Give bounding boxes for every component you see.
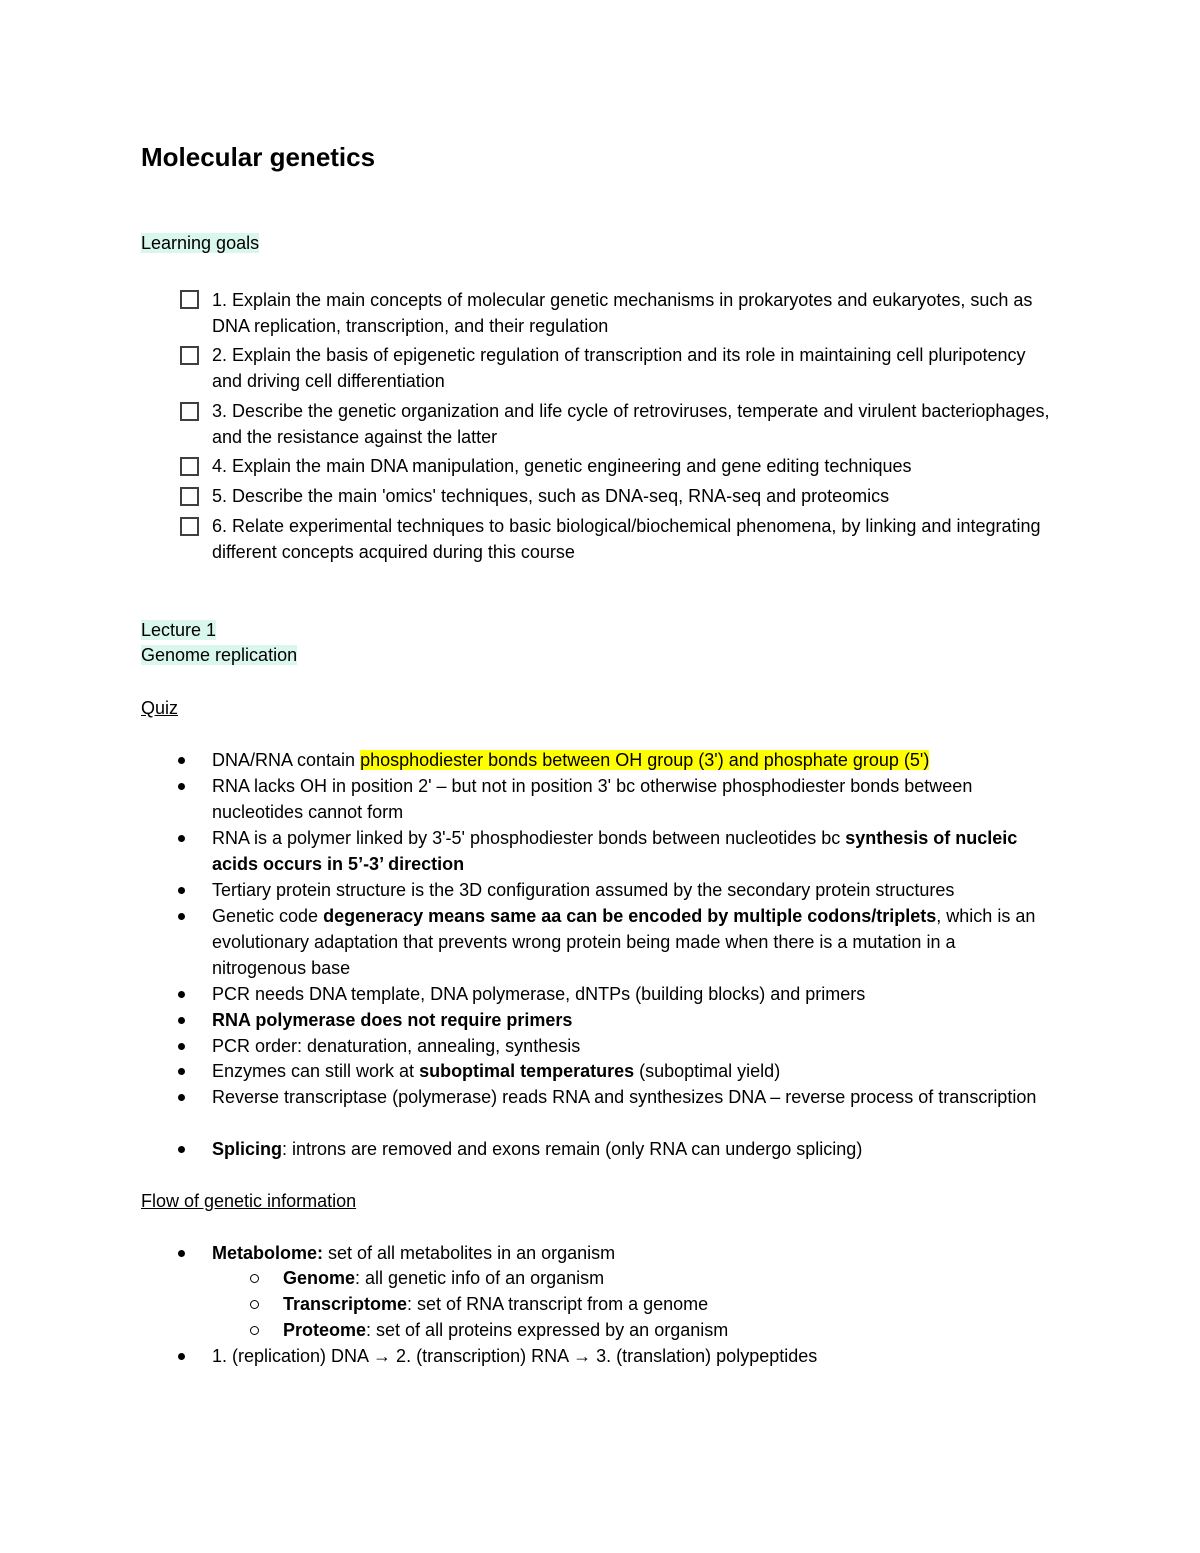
bullet-icon (178, 783, 185, 790)
quiz-item-2: RNA lacks OH in position 2' – but not in position 3' bc otherwise phosphodiester bonds between nucleotides cannot form (212, 776, 973, 822)
bullet-icon (178, 913, 185, 920)
lecture-topic-heading (141, 642, 297, 668)
quiz-item-9: Enzymes can still work at suboptimal temperatures (suboptimal yield) (212, 1061, 781, 1081)
quiz-item-8: PCR order: denaturation, annealing, synthesis (212, 1036, 581, 1056)
goal-3-text: 3. Describe the genetic organization and life cycle of retroviruses, temperate and virulent bacteriophages, and the resistance against the latter (212, 401, 1050, 447)
quiz-item-11: Splicing: introns are removed and exons remain (only RNA can undergo splicing) (212, 1139, 863, 1159)
quiz-item-3: RNA is a polymer linked by 3'-5' phosphodiester bonds between nucleotides bc synthesis of nucleic acids occurs in 5’-3’ direction (212, 828, 1018, 874)
lecture-label: Lecture 1 (141, 620, 217, 640)
goal-1-checkbox[interactable] (180, 290, 199, 309)
flow-item-central-dogma: 1. (replication) DNA → 2. (transcription) RNA → 3. (translation) polypeptides (212, 1346, 818, 1366)
bullet-icon (178, 1017, 185, 1024)
quiz-item-5: Genetic code degeneracy means same aa can be encoded by multiple codons/triplets, which is an evolutionary adaptation that prevents wrong protein being made when there is a mutation in a nitrogenous base (212, 906, 1036, 978)
sub-bullet-icon (250, 1274, 259, 1283)
bullet-icon (178, 835, 185, 842)
goal-4-checkbox[interactable] (180, 457, 199, 476)
goal-3-checkbox[interactable] (180, 402, 199, 421)
quiz-heading: Quiz (141, 698, 179, 718)
quiz-item-10: Reverse transcriptase (polymerase) reads RNA and synthesizes DNA – reverse process of transcription (212, 1087, 1037, 1107)
sub-bullet-icon (250, 1326, 259, 1335)
quiz-item-7: RNA polymerase does not require primers (212, 1010, 573, 1030)
flow-item-metabolome: Metabolome: set of all metabolites in an organism (212, 1243, 616, 1263)
quiz-item-1: DNA/RNA contain phosphodiester bonds between OH group (3') and phosphate group (5') (212, 750, 930, 770)
quiz-item-6: PCR needs DNA template, DNA polymerase, dNTPs (building blocks) and primers (212, 984, 866, 1004)
goal-5-text: 5. Describe the main 'omics' techniques, such as DNA-seq, RNA-seq and proteomics (212, 486, 890, 506)
document-title: Molecular genetics (141, 142, 376, 172)
bullet-icon (178, 887, 185, 894)
flow-item-transcriptome: Transcriptome: set of RNA transcript from a genome (283, 1294, 709, 1314)
flow-item-proteome: Proteome: set of all proteins expressed by an organism (283, 1320, 729, 1340)
flow-item-genome: Genome: all genetic info of an organism (283, 1268, 605, 1288)
bullet-icon (178, 757, 185, 764)
learning-goals-heading (141, 230, 259, 256)
bullet-icon (178, 1094, 185, 1101)
flow-heading: Flow of genetic information (141, 1191, 357, 1211)
lecture-heading (141, 617, 216, 643)
bullet-icon (178, 1068, 185, 1075)
goal-2-checkbox[interactable] (180, 346, 199, 365)
lecture-topic: Genome replication (141, 645, 298, 665)
bullet-icon (178, 1146, 185, 1153)
goal-6-checkbox[interactable] (180, 517, 199, 536)
sub-bullet-icon (250, 1300, 259, 1309)
bullet-icon (178, 1043, 185, 1050)
quiz-item-4: Tertiary protein structure is the 3D configuration assumed by the secondary protein structures (212, 880, 955, 900)
goal-1-text: 1. Explain the main concepts of molecular genetic mechanisms in prokaryotes and eukaryotes, such as DNA replication, transcription, and their regulation (212, 290, 1033, 336)
goal-6-text: 6. Relate experimental techniques to basic biological/biochemical phenomena, by linking and integrating different concepts acquired during this course (212, 516, 1041, 562)
bullet-icon (178, 1250, 185, 1257)
learning-goals-label: Learning goals (141, 233, 260, 253)
bullet-icon (178, 1353, 185, 1360)
bullet-icon (178, 991, 185, 998)
goal-5-checkbox[interactable] (180, 487, 199, 506)
goal-4-text: 4. Explain the main DNA manipulation, genetic engineering and gene editing techniques (212, 456, 912, 476)
goal-2-text: 2. Explain the basis of epigenetic regulation of transcription and its role in maintaining cell pluripotency and driving cell differentiation (212, 345, 1026, 391)
